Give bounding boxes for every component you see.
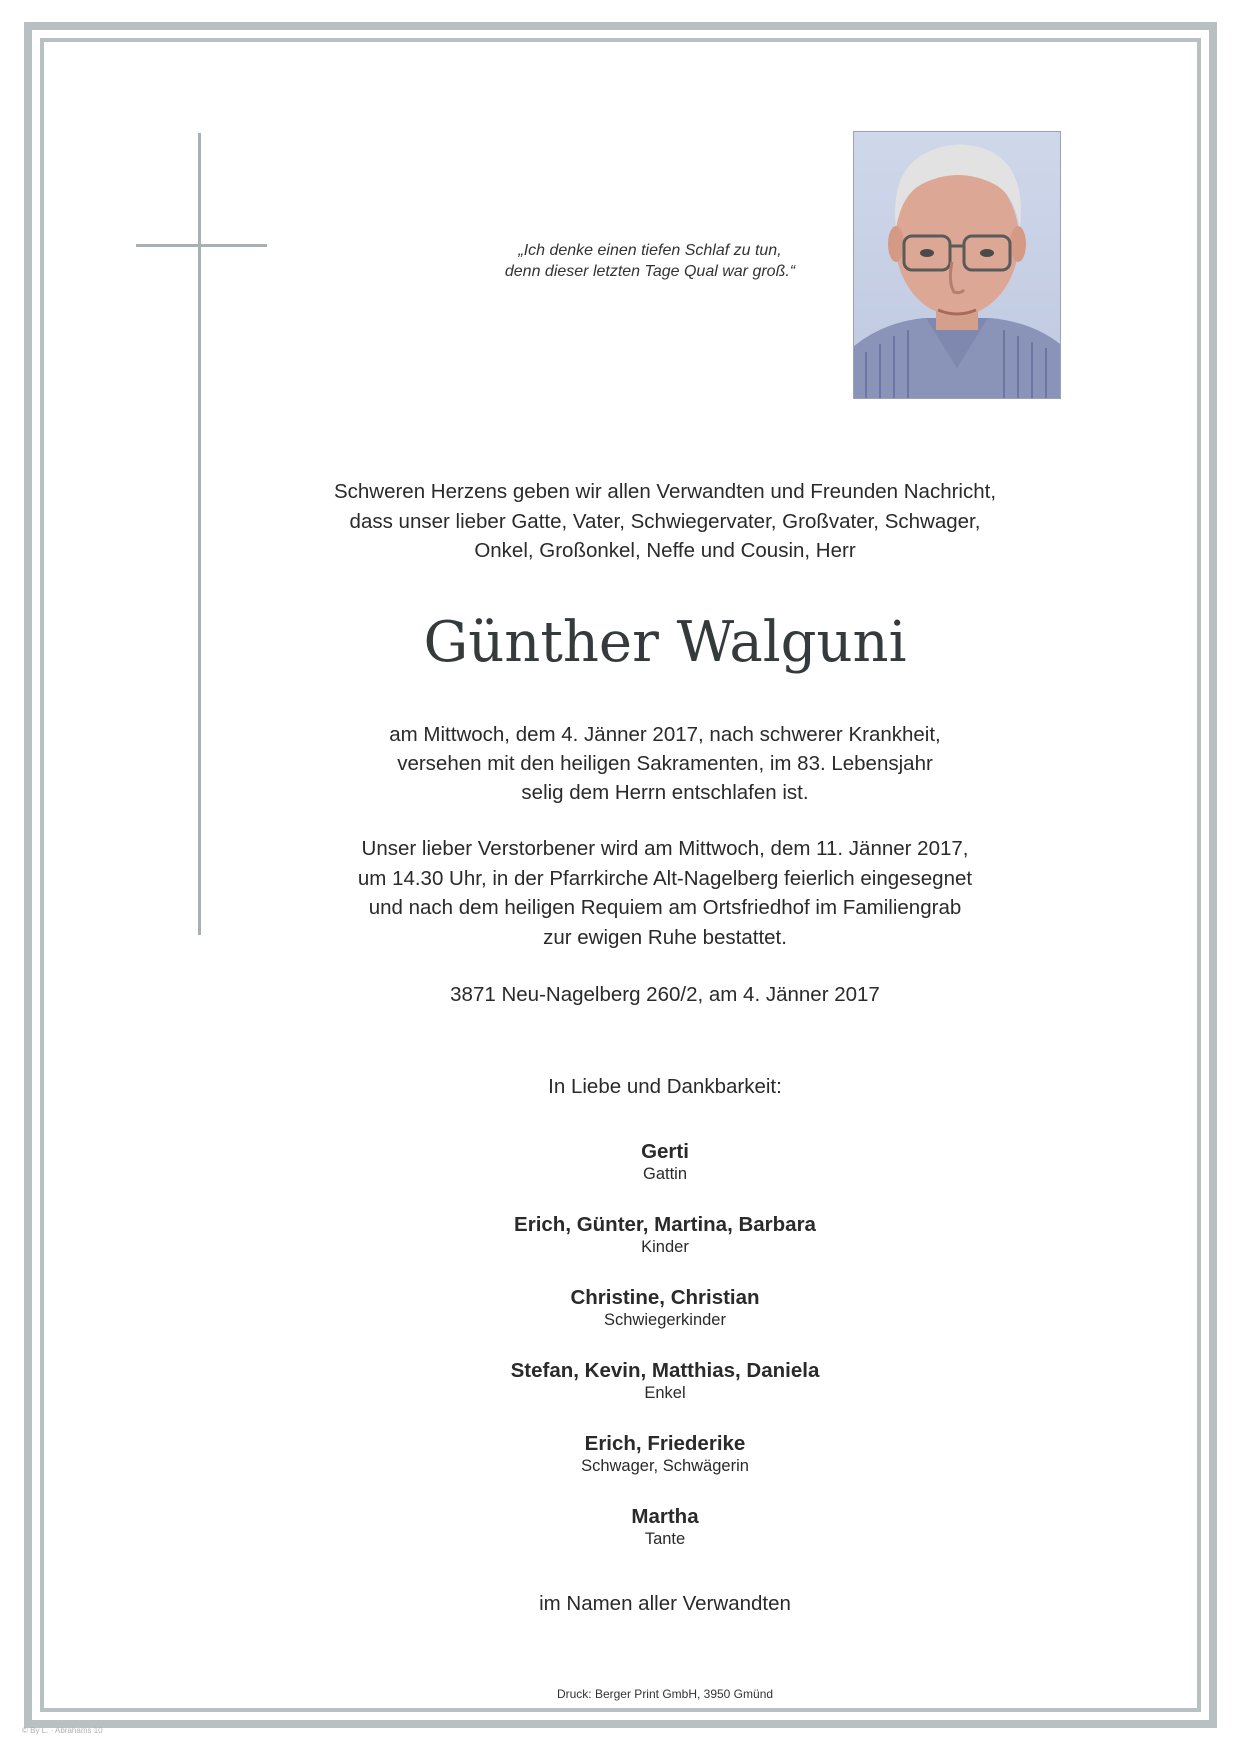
mourner-relation: Kinder: [641, 1238, 689, 1256]
closing-line: im Namen aller Verwandten: [539, 1592, 791, 1615]
mourner-entry: [240, 1504, 1090, 1577]
portrait-photo: [853, 131, 1061, 399]
announcement-line: Schweren Herzens geben wir allen Verwandten und Freunden Nachricht,: [333, 480, 997, 503]
deceased-name: Günther Walguni: [423, 610, 907, 675]
mourner-relation: Enkel: [644, 1384, 686, 1402]
love-and-gratitude-line: In Liebe und Dankbarkeit:: [548, 1075, 782, 1098]
mourner-names: Martha: [631, 1505, 699, 1528]
portrait-illustration: [854, 132, 1060, 398]
mourner-names: Christine, Christian: [570, 1286, 760, 1309]
corner-note: © By L. · Abrahams 10: [22, 1726, 103, 1735]
cross-horizontal-bar: [136, 244, 267, 247]
place-and-date: 3871 Neu-Nagelberg 260/2, am 4. Jänner 2017: [450, 983, 880, 1006]
mourner-entry: [240, 1285, 1090, 1358]
mourner-names: Stefan, Kevin, Matthias, Daniela: [510, 1359, 820, 1382]
funeral-line: Unser lieber Verstorbener wird am Mittwoch, dem 11. Jänner 2017,: [361, 837, 969, 860]
funeral-line: um 14.30 Uhr, in der Pfarrkirche Alt-Nagelberg feierlich eingesegnet: [357, 866, 973, 890]
mourner-names: Erich, Günter, Martina, Barbara: [514, 1213, 816, 1236]
announcement-text: [240, 477, 1090, 566]
mourner-names: Erich, Friederike: [584, 1432, 746, 1455]
funeral-line: zur ewigen Ruhe bestattet.: [543, 925, 787, 949]
mourner-relation: Tante: [644, 1530, 686, 1548]
mourner-entry: [240, 1212, 1090, 1285]
death-notice: [240, 720, 1090, 807]
mourner-entry: [240, 1139, 1090, 1212]
cross-vertical-bar: [198, 133, 201, 935]
death-line: am Mittwoch, dem 4. Jänner 2017, nach schwerer Krankheit,: [389, 723, 941, 746]
announcement-line: dass unser lieber Gatte, Vater, Schwiegervater, Großvater, Schwager,: [349, 509, 981, 533]
death-line: versehen mit den heiligen Sakramenten, im 83. Lebensjahr: [397, 752, 933, 775]
funeral-notice: [240, 834, 1090, 952]
mourner-relation: Gattin: [642, 1165, 688, 1183]
death-line: selig dem Herrn entschlafen ist.: [521, 781, 809, 804]
quote-line: „Ich denke einen tiefen Schlaf zu tun,: [518, 242, 782, 259]
mourner-relation: Schwager, Schwägerin: [581, 1457, 749, 1475]
mourners-list: [240, 1139, 1090, 1577]
printer-credit: Druck: Berger Print GmbH, 3950 Gmünd: [556, 1687, 774, 1701]
mourner-entry: [240, 1431, 1090, 1504]
mourner-relation: Schwiegerkinder: [604, 1311, 726, 1329]
mourner-names: Gerti: [641, 1140, 689, 1163]
announcement-line: Onkel, Großonkel, Neffe und Cousin, Herr: [474, 539, 856, 562]
quote: [430, 240, 870, 282]
mourner-entry: [240, 1358, 1090, 1431]
quote-line: denn dieser letzten Tage Qual war groß.“: [504, 263, 796, 280]
funeral-line: und nach dem heiligen Requiem am Ortsfriedhof im Familiengrab: [368, 896, 962, 919]
